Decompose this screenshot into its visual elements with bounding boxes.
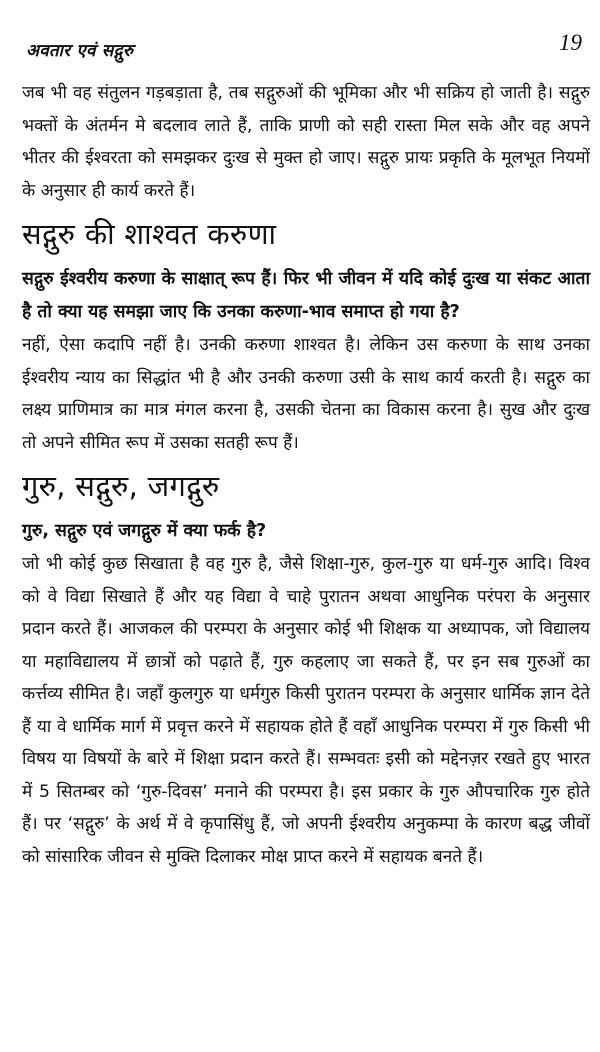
answer-paragraph: नहीं, ऐसा कदापि नहीं है। उनकी करुणा शाश्वत है। लेकिन उस करुणा के साथ उनका ईश्वरीय न्याय का सिद्धांत भी है और उनकी करुणा उसी के साथ कार्य करती है। सद्गुरु का लक्ष्य प्राणिमात्र का मात्र मंगल करना है, उसकी चेतना का विकास करना है। सुख और दुःख तो अपने सीमित रूप में उसका सतही रूप हैं। [22, 335, 590, 453]
question-text: सद्गुरु ईश्वरीय करुणा के साक्षात् रूप हैं। फिर भी जीवन में यदि कोई दुःख या संकट आता है तो क्या यह समझा जाए कि उनका करुणा-भाव समाप्त हो गया है? [22, 269, 590, 322]
section-guru-types [22, 459, 590, 873]
question-text: गुरु, सद्गुरु एवं जगद्गुरु में क्या फर्क है? [22, 521, 267, 541]
intro-paragraph: जब भी वह संतुलन गड़बड़ाता है, तब सद्गुरुओं की भूमिका और भी सक्रिय हो जाती है। सद्गुरु भक्तों के अंतर्मन मे बदलाव लाते हैं, ताकि प्राणी को सही रास्ता मिल सके और वह अपने भीतर की ईश्वरता को समझकर दुःख से मुक्त हो जाए। सद्गुरु प्रायः प्रकृति के मूलभूत नियमों के अनुसार ही कार्य करते हैं। [22, 83, 590, 201]
running-title: अवतार एवं सद्गुरु [26, 41, 134, 61]
answer-paragraph: जो भी कोई कुछ सिखाता है वह गुरु है, जैसे शिक्षा-गुरु, कुल-गुरु या धर्म-गुरु आदि। विश्व को वे विद्या सिखाते हैं और यह विद्या वे चाहे पुरातन अथवा आधुनिक परंपरा के अनुसार प्रदान करते हैं। आजकल की परम्परा के अनुसार कोई भी शिक्षक या अध्यापक, जो विद्यालय या महाविद्यालय में छात्रों को पढ़ाते हैं, गुरु कहलाए जा सकते हैं, पर इन सब गुरुओं का कर्त्तव्य सीमित है। जहाँ कुलगुरु या धर्मगुरु किसी पुरातन परम्परा के अनुसार धार्मिक ज्ञान देते हैं या वे धार्मिक मार्ग में प्रवृत्त करने में सहायक होते हैं वहाँ आधुनिक परम्परा में गुरु किसी भी विषय या विषयों के बारे में शिक्षा प्रदान करते हैं। सम्भवतः इसी को मद्देनज़र रखते हुए भारत में 5 सितम्बर को ‘गुरु-दिवस’ मनाने की परम्परा है। इस प्रकार के गुरु औपचारिक गुरु होते हैं। पर ‘सद्गुरु’ के अर्थ में वे कृपासिंधु हैं, जो अपनी ईश्वरीय अनुकम्पा के कारण बद्ध जीवों को सांसारिक जीवन से मुक्ति दिलाकर मोक्ष प्राप्त करने में सहायक बनते हैं। [22, 554, 590, 867]
running-header [22, 30, 590, 78]
section-heading: गुरु, सद्गुरु, जगद्गुरु [22, 469, 220, 503]
page-content [22, 77, 590, 873]
page-number: 19 [559, 30, 582, 55]
section-heading: सद्गुरु की शाश्वत करुणा [22, 217, 277, 251]
section-eternal-compassion [22, 207, 590, 459]
book-page [22, 0, 590, 1052]
